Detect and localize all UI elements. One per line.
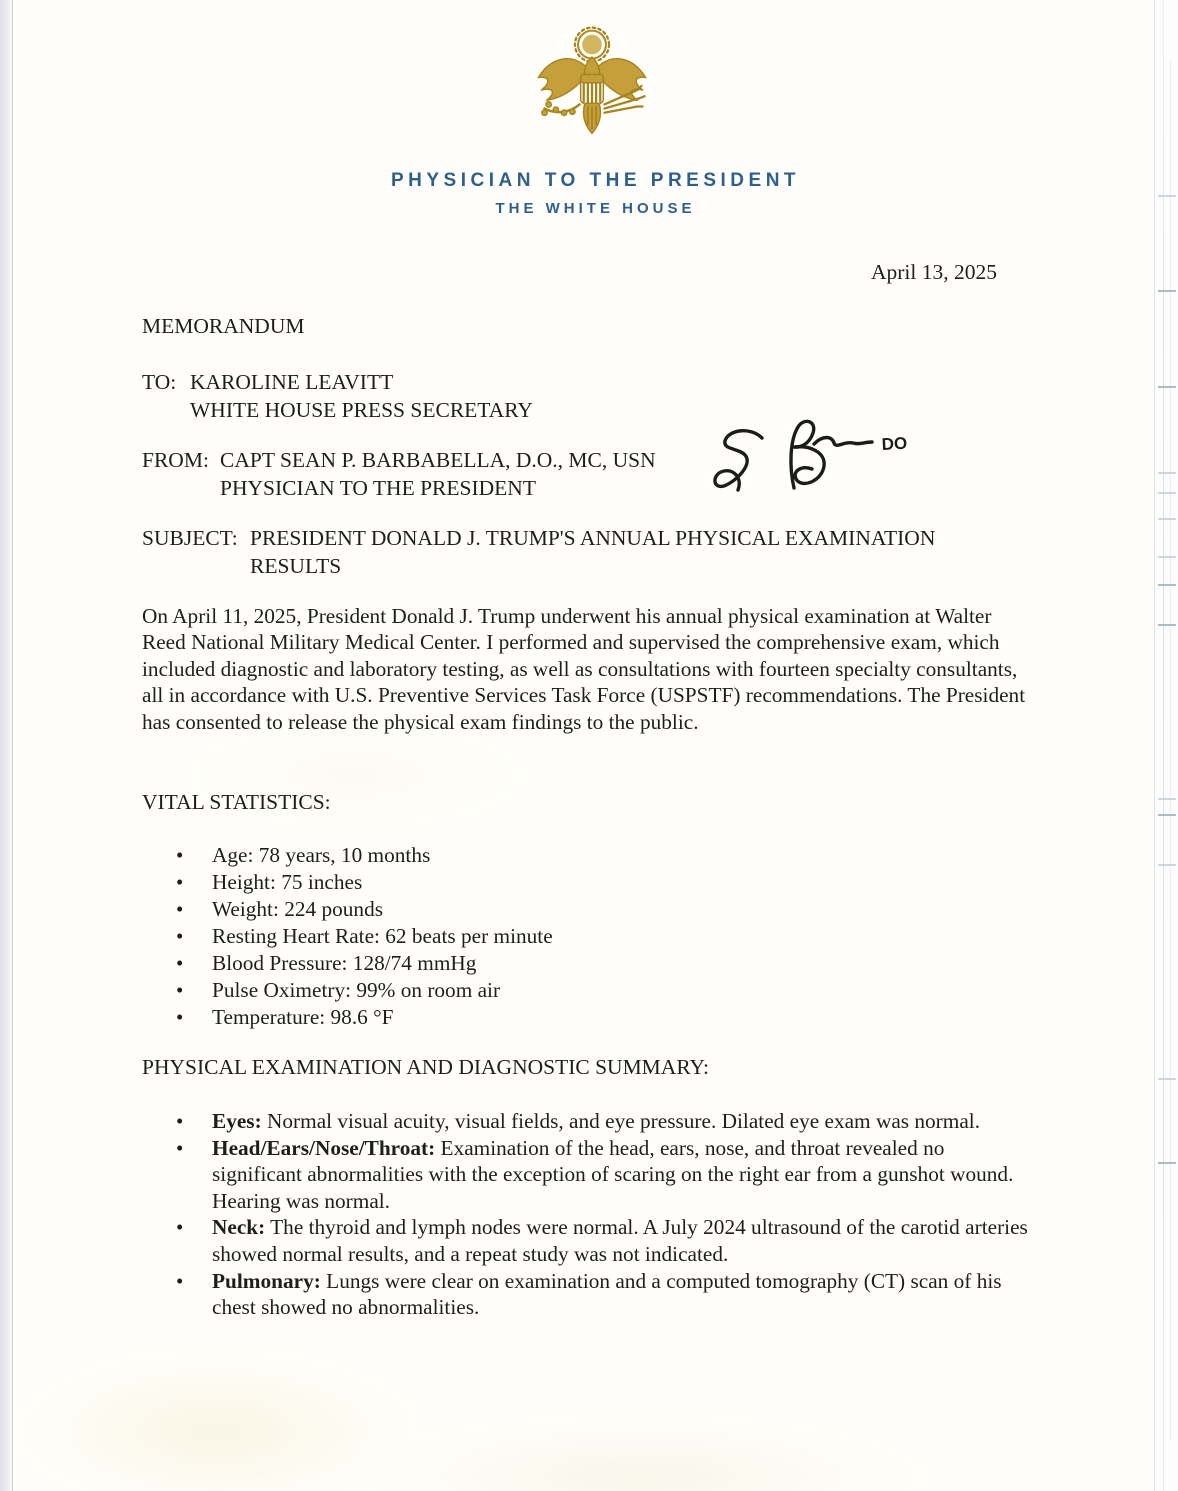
exam-item-eyes-text: Normal visual acuity, visual fields, and eye pressure. Dilated eye exam was normal.	[261, 1109, 981, 1133]
vital-stat-pulse-oximetry: • Pulse Oximetry: 99% on room air	[212, 977, 1012, 1004]
page-edge-line	[1170, 60, 1171, 1440]
presidential-eagle-seal-icon	[528, 26, 656, 154]
page-edge-tick	[1158, 798, 1176, 800]
vital-stat-height: • Height: 75 inches	[212, 869, 1012, 896]
scan-edge-left	[0, 0, 13, 1491]
exam-item-pulmonary	[212, 1268, 1030, 1321]
from-block	[142, 446, 656, 502]
to-title: WHITE HOUSE PRESS SECRETARY	[190, 398, 533, 422]
exam-item-eyes-label: Eyes:	[212, 1109, 262, 1133]
vital-stat-blood-pressure: • Blood Pressure: 128/74 mmHg	[212, 950, 1012, 977]
page-edge-tick	[1158, 472, 1176, 474]
intro-paragraph: On April 11, 2025, President Donald J. Trump underwent his annual physical examination at Walter Reed National Military Medical Center. I performed and supervised the comprehensive exam, which included diagnostic and laboratory testing, as well as consultations with fourteen specialty consultants, all in accordance with U.S. Preventive Services Task Force (USPSTF) recommendations. The President has consented to release the physical exam findings to the public.	[142, 604, 1026, 734]
to-label: TO:	[142, 370, 177, 394]
subject-block	[142, 524, 935, 580]
vital-stat-weight: • Weight: 224 pounds	[212, 896, 1012, 923]
memorandum-heading: MEMORANDUM	[142, 314, 305, 338]
subject-line-1: PRESIDENT DONALD J. TRUMP'S ANNUAL PHYSICAL EXAMINATION	[250, 526, 936, 550]
exam-item-neck-text: The thyroid and lymph nodes were normal. A July 2024 ultrasound of the carotid arteries showed normal results, and a repeat study was not indicated.	[212, 1215, 1028, 1266]
page-edge-tick	[1158, 814, 1176, 816]
from-title: PHYSICIAN TO THE PRESIDENT	[220, 476, 536, 500]
exam-item-pulmonary-text: Lungs were clear on examination and a computed tomography (CT) scan of his chest showed no abnormalities.	[212, 1268, 1002, 1320]
page-edge-tick	[1158, 1078, 1176, 1080]
page-edge-tick	[1158, 584, 1176, 586]
page-edge-tick	[1158, 556, 1176, 558]
page-edge-line	[1163, 0, 1164, 1491]
vital-statistics-heading: VITAL STATISTICS:	[142, 790, 331, 814]
vital-stat-age: • Age: 78 years, 10 months	[212, 842, 1012, 869]
page-edge-tick	[1158, 386, 1176, 388]
exam-item-hent-text: Examination of the head, ears, nose, and throat revealed no significant abnormalities with the exception of scaring on the right ear from a gunshot wound. Hearing was normal.	[212, 1135, 1014, 1213]
exam-summary-list	[212, 1108, 1030, 1321]
document-page	[12, 0, 1155, 1491]
to-block	[142, 368, 533, 424]
physician-signature	[706, 414, 918, 514]
exam-item-pulmonary-label: Pulmonary:	[212, 1268, 321, 1293]
vital-stat-temperature: • Temperature: 98.6 °F	[212, 1004, 1012, 1031]
subject-content	[250, 524, 935, 580]
vital-stat-heart-rate: • Resting Heart Rate: 62 beats per minute	[212, 923, 1012, 950]
page-edge-tick	[1158, 864, 1176, 866]
exam-summary-heading: PHYSICAL EXAMINATION AND DIAGNOSTIC SUMMARY:	[142, 1055, 710, 1079]
exam-item-neck-label: Neck:	[212, 1215, 266, 1240]
to-name: KAROLINE LEAVITT	[190, 370, 394, 394]
signature-do-text: DO	[881, 433, 908, 454]
to-content	[190, 368, 533, 424]
scan-edge-right	[1154, 0, 1178, 1491]
exam-item-eyes	[212, 1108, 1030, 1135]
letterhead-title: PHYSICIAN TO THE PRESIDENT	[390, 170, 801, 191]
from-label: FROM:	[142, 448, 209, 472]
from-name: CAPT SEAN P. BARBABELLA, D.O., MC, USN	[220, 448, 656, 472]
exam-item-hent-label: Head/Ears/Nose/Throat:	[212, 1135, 436, 1160]
exam-item-hent	[212, 1135, 1030, 1215]
page-edge-tick	[1158, 518, 1176, 520]
subject-label: SUBJECT:	[142, 526, 238, 550]
page-edge-tick	[1158, 492, 1176, 494]
document-date: April 13, 2025	[870, 260, 997, 284]
page-edge-tick	[1158, 290, 1176, 292]
subject-line-2: RESULTS	[250, 554, 342, 578]
from-content	[220, 446, 656, 502]
exam-item-neck	[212, 1214, 1030, 1267]
page-edge-tick	[1158, 624, 1176, 626]
vital-statistics-list	[212, 842, 1012, 1031]
page-edge-tick	[1158, 195, 1176, 197]
page-edge-tick	[1158, 1162, 1176, 1164]
letterhead-subtitle: THE WHITE HOUSE	[495, 200, 696, 217]
